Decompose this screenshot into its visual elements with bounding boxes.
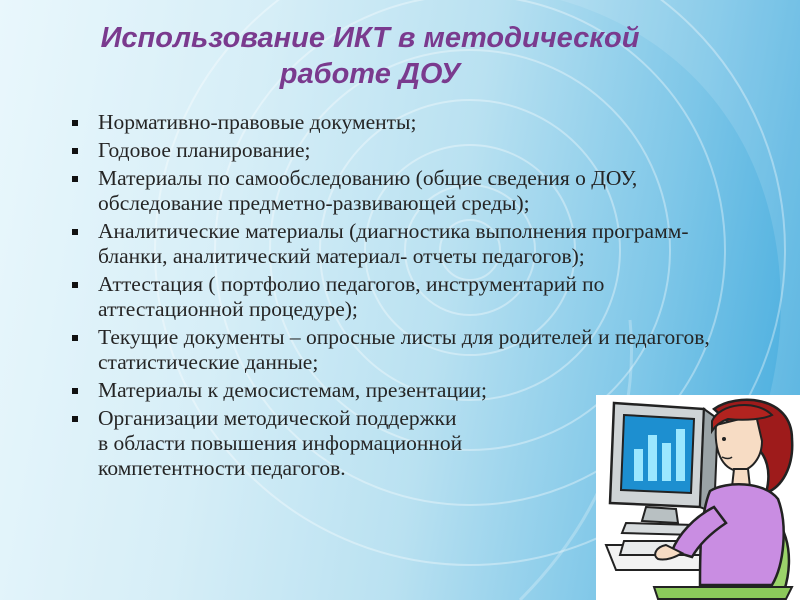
- list-item-text: Материалы к демосистемам, презентации;: [98, 378, 487, 402]
- bullet-square-icon: [72, 416, 78, 422]
- bullet-square-icon: [72, 335, 78, 341]
- list-item-text: Текущие документы – опросные листы для родителей и педагогов, статистические данные;: [98, 325, 710, 374]
- title-line-2: работе ДОУ: [279, 58, 461, 90]
- list-item-text: Годовое планирование;: [98, 138, 311, 162]
- bullet-square-icon: [72, 282, 78, 288]
- title-line-1: Использование ИКТ в методической: [100, 22, 640, 54]
- list-item-text: Нормативно-правовые документы;: [98, 110, 417, 134]
- bullet-square-icon: [72, 120, 78, 126]
- list-item: [72, 219, 732, 269]
- bullet-square-icon: [72, 148, 78, 154]
- list-item: [72, 272, 732, 322]
- list-item: [72, 166, 732, 216]
- bullet-square-icon: [72, 176, 78, 182]
- bullet-square-icon: [72, 229, 78, 235]
- list-item-text: Аналитические материалы (диагностика выполнения программ- бланки, аналитический материал- отчеты педагогов);: [98, 219, 689, 268]
- list-item: [72, 325, 732, 375]
- list-item: [72, 110, 732, 135]
- list-item: [72, 138, 732, 163]
- list-item-text: Аттестация ( портфолио педагогов, инструментарий по аттестационной процедуре);: [98, 272, 605, 321]
- list-item-text: Материалы по самообследованию (общие сведения о ДОУ, обследование предметно-развивающей среды);: [98, 166, 638, 215]
- bullet-square-icon: [72, 388, 78, 394]
- slide-title: [60, 20, 680, 92]
- woman-at-computer-icon: [596, 395, 800, 600]
- list-item-text: Организации методической поддержки в области повышения информационной компетентности педагогов.: [98, 406, 463, 480]
